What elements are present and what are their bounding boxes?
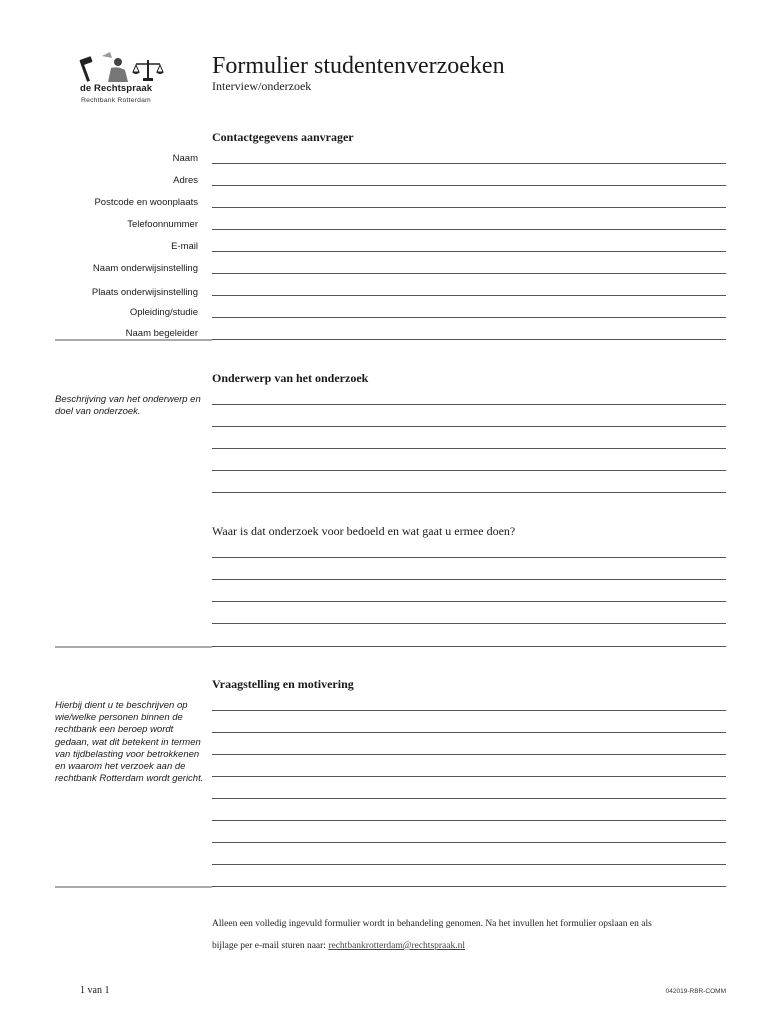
purpose-line[interactable] [212, 557, 726, 558]
contact-heading: Contactgegevens aanvrager [212, 130, 354, 144]
field-label-naam: Naam [172, 153, 198, 164]
field-input-opleiding[interactable] [212, 317, 726, 318]
field-label-onderwijsinstelling: Naam onderwijsinstelling [92, 263, 198, 274]
field-label-adres: Adres [173, 175, 198, 186]
subject-question: Waar is dat onderzoek voor bedoeld en wat gaat u ermee doen? [212, 524, 516, 538]
subject-heading: Onderwerp van het onderzoek [212, 371, 369, 385]
field-label-opleiding: Opleiding/studie [129, 307, 198, 318]
question-note: Hierbij dient u te beschrijven op wie/welke personen binnen de rechtbank een beroep wordt gedaan, wat dit betekent in termen van tijdbelasting voor betrokkenen en waarom het verzoek aan de rechtbank Rotterdam wordt gericht. [55, 700, 204, 785]
field-input-begeleider[interactable] [212, 339, 726, 340]
field-input-email[interactable] [212, 251, 726, 252]
page-subtitle: Interview/onderzoek [212, 79, 312, 93]
motivation-line[interactable] [212, 842, 726, 843]
motivation-line[interactable] [212, 886, 726, 887]
subject-line[interactable] [212, 426, 726, 427]
motivation-line[interactable] [212, 820, 726, 821]
purpose-line[interactable] [212, 579, 726, 580]
subject-line[interactable] [212, 470, 726, 471]
section-divider [55, 886, 212, 888]
motivation-line[interactable] [212, 710, 726, 711]
motivation-line[interactable] [212, 776, 726, 777]
field-input-telefoon[interactable] [212, 229, 726, 230]
subject-note: Beschrijving van het onderwerp en doel van onderzoek. [55, 394, 201, 418]
field-input-onderwijsinstelling[interactable] [212, 273, 726, 274]
footer-note-text: bijlage per e-mail sturen naar: [212, 941, 329, 951]
field-label-postcode: Postcode en woonplaats [94, 197, 198, 208]
field-label-email: E-mail [171, 241, 198, 252]
question-heading: Vraagstelling en motivering [212, 677, 354, 691]
motivation-line[interactable] [212, 732, 726, 733]
section-divider [55, 646, 212, 648]
field-label-telefoon: Telefoonnummer [127, 219, 198, 230]
subject-line[interactable] [212, 448, 726, 449]
field-input-adres[interactable] [212, 185, 726, 186]
page-title: Formulier studentenverzoeken [212, 53, 505, 79]
purpose-line[interactable] [212, 623, 726, 624]
subject-line[interactable] [212, 492, 726, 493]
field-label-begeleider: Naam begeleider [125, 328, 198, 339]
footer-note-line2 [212, 941, 465, 951]
purpose-line[interactable] [212, 601, 726, 602]
logo-subtitle: Rechtbank Rotterdam [81, 97, 151, 104]
motivation-line[interactable] [212, 798, 726, 799]
field-input-postcode[interactable] [212, 207, 726, 208]
motivation-line[interactable] [212, 864, 726, 865]
field-label-plaats-onderwijsinstelling: Plaats onderwijsinstelling [91, 287, 198, 298]
logo-name: de Rechtspraak [80, 83, 153, 94]
footer-note-line1: Alleen een volledig ingevuld formulier wordt in behandeling genomen. Na het invullen het formulier opslaan en als [212, 919, 652, 929]
field-input-naam[interactable] [212, 163, 726, 164]
field-input-plaats-onderwijsinstelling[interactable] [212, 295, 726, 296]
subject-line[interactable] [212, 404, 726, 405]
purpose-line[interactable] [212, 646, 726, 647]
document-code: 042019-RBR-COMM [665, 988, 726, 995]
page-number: 1 van 1 [80, 985, 110, 996]
section-divider [55, 339, 212, 341]
email-link[interactable]: rechtbankrotterdam@rechtspraak.nl [328, 941, 466, 951]
motivation-line[interactable] [212, 754, 726, 755]
